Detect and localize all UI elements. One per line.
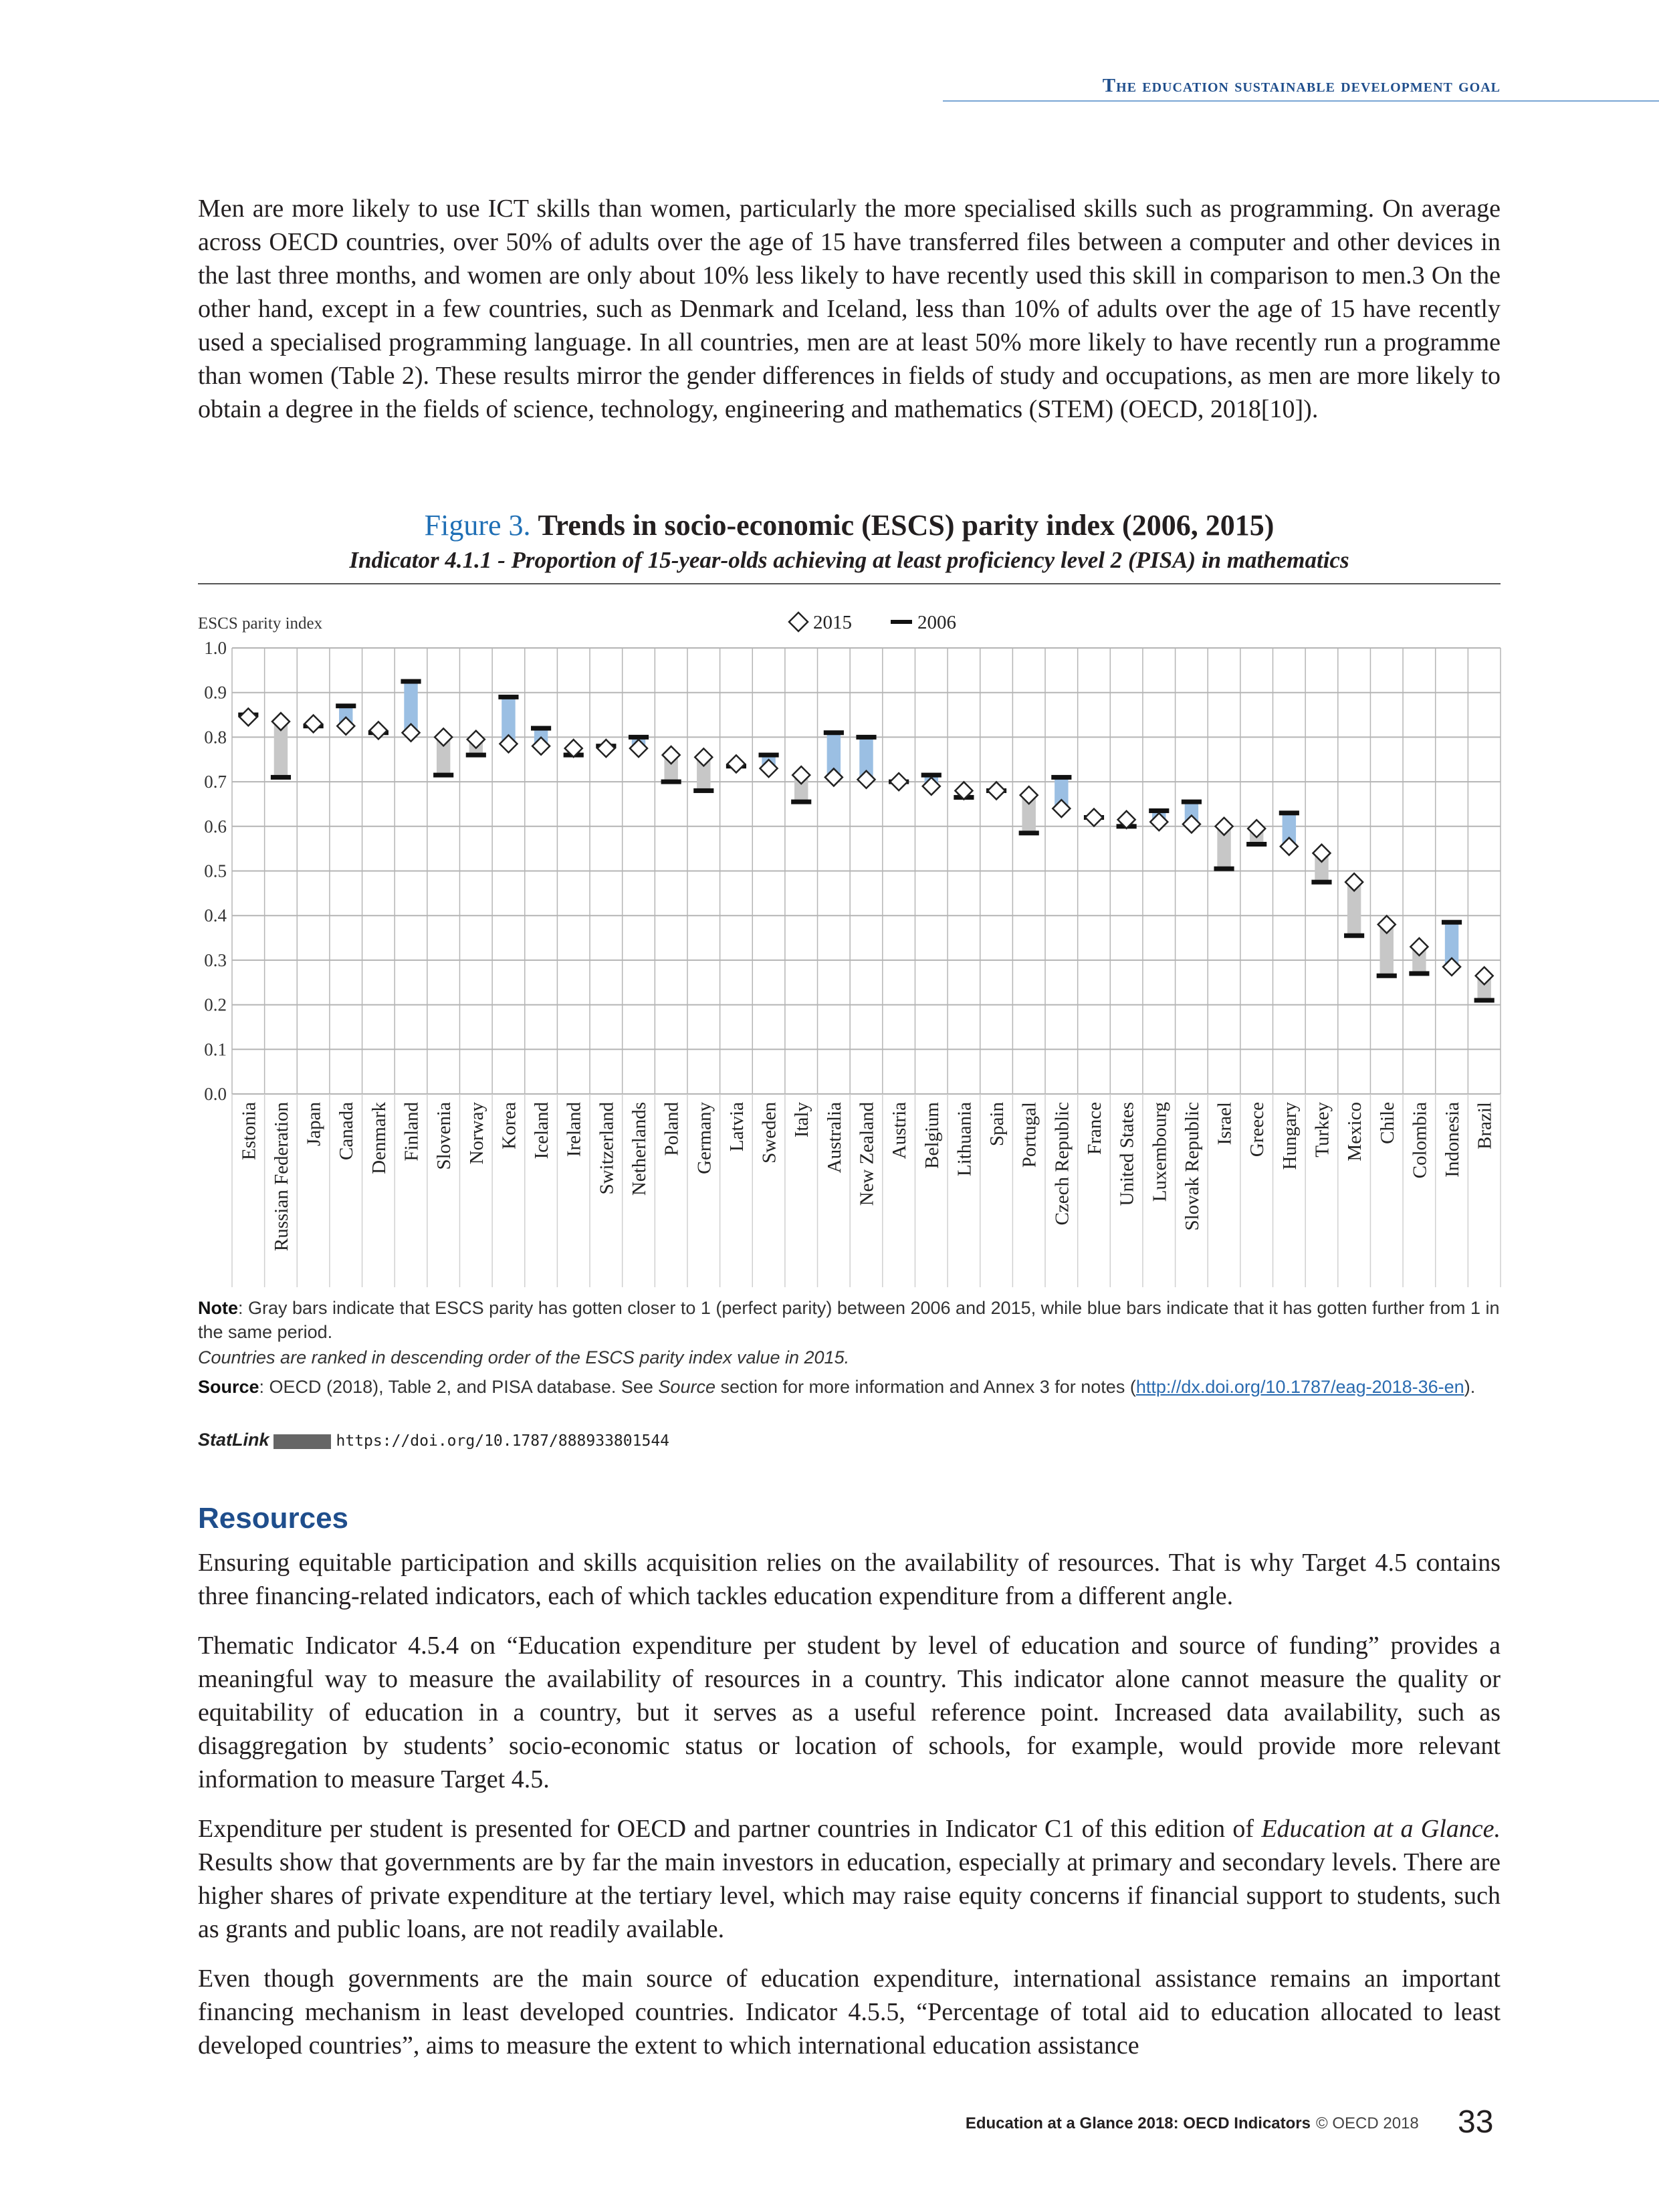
ranking-note: Countries are ranked in descending order of the ESCS parity index value in 2015. — [198, 1347, 850, 1367]
note-label: Note — [198, 1298, 238, 1318]
y-tick-label: 0.0 — [204, 1084, 227, 1104]
y-tick-label: 0.3 — [204, 950, 227, 970]
category-label: Finland — [401, 1102, 423, 1162]
legend-label-2006: 2006 — [917, 612, 956, 633]
marker-2006 — [1409, 971, 1429, 976]
note-text: : Gray bars indicate that ESCS parity has gotten closer to 1 (perfect parity) between 2006 and 2015, while blue bars indicate that it has gotten further from 1 in the same period. — [198, 1298, 1500, 1342]
marker-2015 — [239, 708, 257, 726]
marker-layer — [238, 679, 1495, 1003]
category-label: Estonia — [238, 1102, 260, 1160]
source-link[interactable]: http://dx.doi.org/10.1787/eag-2018-36-en — [1135, 1377, 1464, 1397]
marker-2006 — [693, 788, 713, 793]
category-label: Israel — [1214, 1102, 1236, 1145]
marker-2006 — [531, 726, 551, 731]
bar-layer — [241, 681, 1491, 1000]
statlink — [198, 1430, 669, 1450]
y-tick-label: 0.7 — [204, 772, 227, 792]
category-label: Greece — [1246, 1102, 1268, 1157]
chart-legend — [789, 612, 956, 633]
resources-paragraph-3: Expenditure per student is presented for OECD and partner countries in Indicator C1 of this edition of Education at a Glance. Results show that governments are by far the main investors in education, especially at primary and secondary levels. There are higher shares of private expenditure at the tertiary level, which may raise equity concerns if financial support to students, such as grants and public loans, are not readily available. — [198, 1815, 1501, 1943]
resources-paragraph-4: Even though governments are the main source of education expenditure, international assistance remains an important financing mechanism in least developed countries. Indicator 4.5.5, “Percentage of total aid to education allocated to least developed countries”, aims to measure the extent to which international education assistance — [198, 1965, 1501, 2060]
category-label: Japan — [303, 1102, 325, 1147]
marker-2006 — [758, 753, 778, 758]
marker-2006 — [856, 735, 876, 740]
y-tick-label: 0.8 — [204, 727, 227, 748]
statlink-logo-icon — [273, 1434, 331, 1449]
category-label: Korea — [498, 1102, 520, 1149]
marker-2006 — [271, 775, 291, 780]
category-label: Denmark — [368, 1102, 390, 1174]
marker-2006 — [401, 679, 421, 684]
marker-2006 — [336, 703, 356, 708]
marker-2015 — [988, 782, 1005, 799]
statlink-label: StatLink — [198, 1430, 269, 1450]
category-label: Netherlands — [629, 1102, 651, 1196]
marker-2006 — [1474, 998, 1495, 1002]
marker-2006 — [433, 773, 453, 778]
marker-2006 — [1246, 842, 1266, 847]
category-label: Poland — [661, 1102, 683, 1156]
category-label: Latvia — [726, 1102, 748, 1152]
figure-title-text: Trends in socio-economic (ESCS) parity index (2006, 2015) — [538, 509, 1275, 542]
category-label: Brazil — [1474, 1102, 1496, 1149]
section-heading: Resources — [198, 1502, 349, 1535]
category-label: Czech Republic — [1051, 1102, 1073, 1226]
intro-paragraph: Men are more likely to use ICT skills than women, particularly the more specialised skills such as programming. On average across OECD countries, over 50% of adults over the age of 15 have transferred files between a computer and other devices in the last three months, and women are only about 10% less likely to have recently used this skill in comparison to men.3 On the other hand, except in a few countries, such as Denmark and Iceland, less than 10% of adults over the age of 15 have recently used a specialised programming language. In all countries, men are at least 50% more likely to have recently run a programme than women (Table 2). These results mirror the gender differences in fields of study and occupations, as men are more likely to obtain a degree in the fields of science, technology, engineering and mathematics (STEM) (OECD, 2018[10]). — [198, 195, 1501, 423]
marker-2006 — [661, 780, 681, 784]
y-tick-label: 1.0 — [204, 638, 227, 658]
page-number: 33 — [1458, 2104, 1494, 2140]
y-tick-label: 0.9 — [204, 682, 227, 703]
category-label: Ireland — [563, 1102, 585, 1157]
marker-2006 — [1214, 867, 1234, 871]
resources-paragraph-1: Ensuring equitable participation and skills acquisition relies on the availability of resources. That is why Target 4.5 contains three financing-related indicators, each of which tackles education expenditure from a different angle. — [198, 1549, 1501, 1610]
category-label: Russian Federation — [270, 1102, 292, 1252]
y-tick-label: 0.5 — [204, 861, 227, 881]
y-tick-label: 0.2 — [204, 994, 227, 1015]
category-label: France — [1083, 1102, 1105, 1155]
y-tick-label: 0.6 — [204, 816, 227, 837]
running-header: The education sustainable development goal — [1102, 75, 1501, 96]
legend-label-2015: 2015 — [813, 612, 852, 633]
footer-copyright: © OECD 2018 — [1316, 2114, 1419, 2132]
category-label: Portugal — [1018, 1102, 1040, 1168]
category-label: United States — [1116, 1102, 1138, 1206]
category-label: Sweden — [758, 1102, 780, 1164]
category-label: Slovenia — [433, 1102, 455, 1170]
legend-diamond-icon — [789, 613, 808, 631]
figure-number: Figure 3. — [424, 509, 531, 542]
category-label: Mexico — [1344, 1101, 1366, 1162]
legend-dash-icon — [891, 620, 912, 624]
marker-2015 — [890, 773, 907, 790]
y-tick-label: 0.4 — [204, 905, 227, 926]
statlink-url[interactable]: https://doi.org/10.1787/888933801544 — [336, 1432, 670, 1450]
marker-2006 — [791, 800, 811, 804]
marker-2006 — [824, 730, 844, 735]
category-label: Luxembourg — [1149, 1102, 1171, 1202]
marker-2006 — [1344, 933, 1364, 938]
marker-2006 — [1442, 920, 1462, 925]
marker-2006 — [1279, 810, 1299, 815]
category-label: Lithuania — [954, 1102, 976, 1177]
marker-2006 — [1019, 831, 1039, 835]
category-label: Italy — [791, 1102, 813, 1138]
category-label: Indonesia — [1442, 1102, 1464, 1178]
footer-title: Education at a Glance 2018: OECD Indicators — [965, 2114, 1311, 2132]
category-label: Germany — [693, 1102, 715, 1174]
category-label: Canada — [336, 1102, 358, 1160]
category-label: Belgium — [921, 1102, 943, 1169]
category-label: Australia — [823, 1102, 845, 1174]
figure-source: Source: OECD (2018), Table 2, and PISA database. See Source section for more information and Annex 3 for notes (http://dx.doi.org/10.1787/eag-2018-36-en). — [198, 1377, 1476, 1397]
marker-2006 — [1311, 880, 1331, 885]
y-tick-label: 0.1 — [204, 1039, 227, 1060]
category-label: New Zealand — [856, 1102, 878, 1206]
marker-2015 — [597, 740, 615, 757]
marker-2006 — [1377, 974, 1397, 978]
category-label: Norway — [465, 1102, 487, 1165]
marker-2015 — [728, 755, 745, 772]
category-label: Slovak Republic — [1181, 1102, 1203, 1231]
category-label: Colombia — [1409, 1102, 1431, 1179]
source-label: Source — [198, 1377, 259, 1397]
marker-2015 — [1085, 808, 1103, 826]
marker-2006 — [498, 695, 518, 699]
category-label: Spain — [986, 1102, 1008, 1147]
y-axis-title: ESCS parity index — [198, 615, 323, 633]
category-label: Hungary — [1279, 1102, 1301, 1170]
category-label: Iceland — [531, 1102, 553, 1159]
marker-2015 — [305, 715, 322, 732]
category-label: Turkey — [1311, 1102, 1333, 1157]
figure-note — [198, 1296, 1501, 1344]
resources-paragraph-2: Thematic Indicator 4.5.4 on “Education expenditure per student by level of education and source of funding” provides a meaningful way to measure the availability of resources in a country. This indicator alone cannot measure the quality or equitability of education in a country, but it serves as a useful reference point. Increased data availability, such as disaggregation by students’ socio-economic status or location of schools, for example, would provide more relevant information to measure Target 4.5. — [198, 1632, 1501, 1793]
category-label: Chile — [1376, 1102, 1398, 1144]
category-label: Switzerland — [596, 1102, 618, 1195]
marker-2006 — [1182, 800, 1202, 804]
category-label: Austria — [889, 1102, 911, 1159]
marker-2006 — [1051, 775, 1071, 780]
marker-2006 — [466, 753, 486, 758]
figure-subtitle: Indicator 4.1.1 - Proportion of 15-year-olds achieving at least proficiency level 2 (PISA) in mathematics — [349, 547, 1349, 573]
